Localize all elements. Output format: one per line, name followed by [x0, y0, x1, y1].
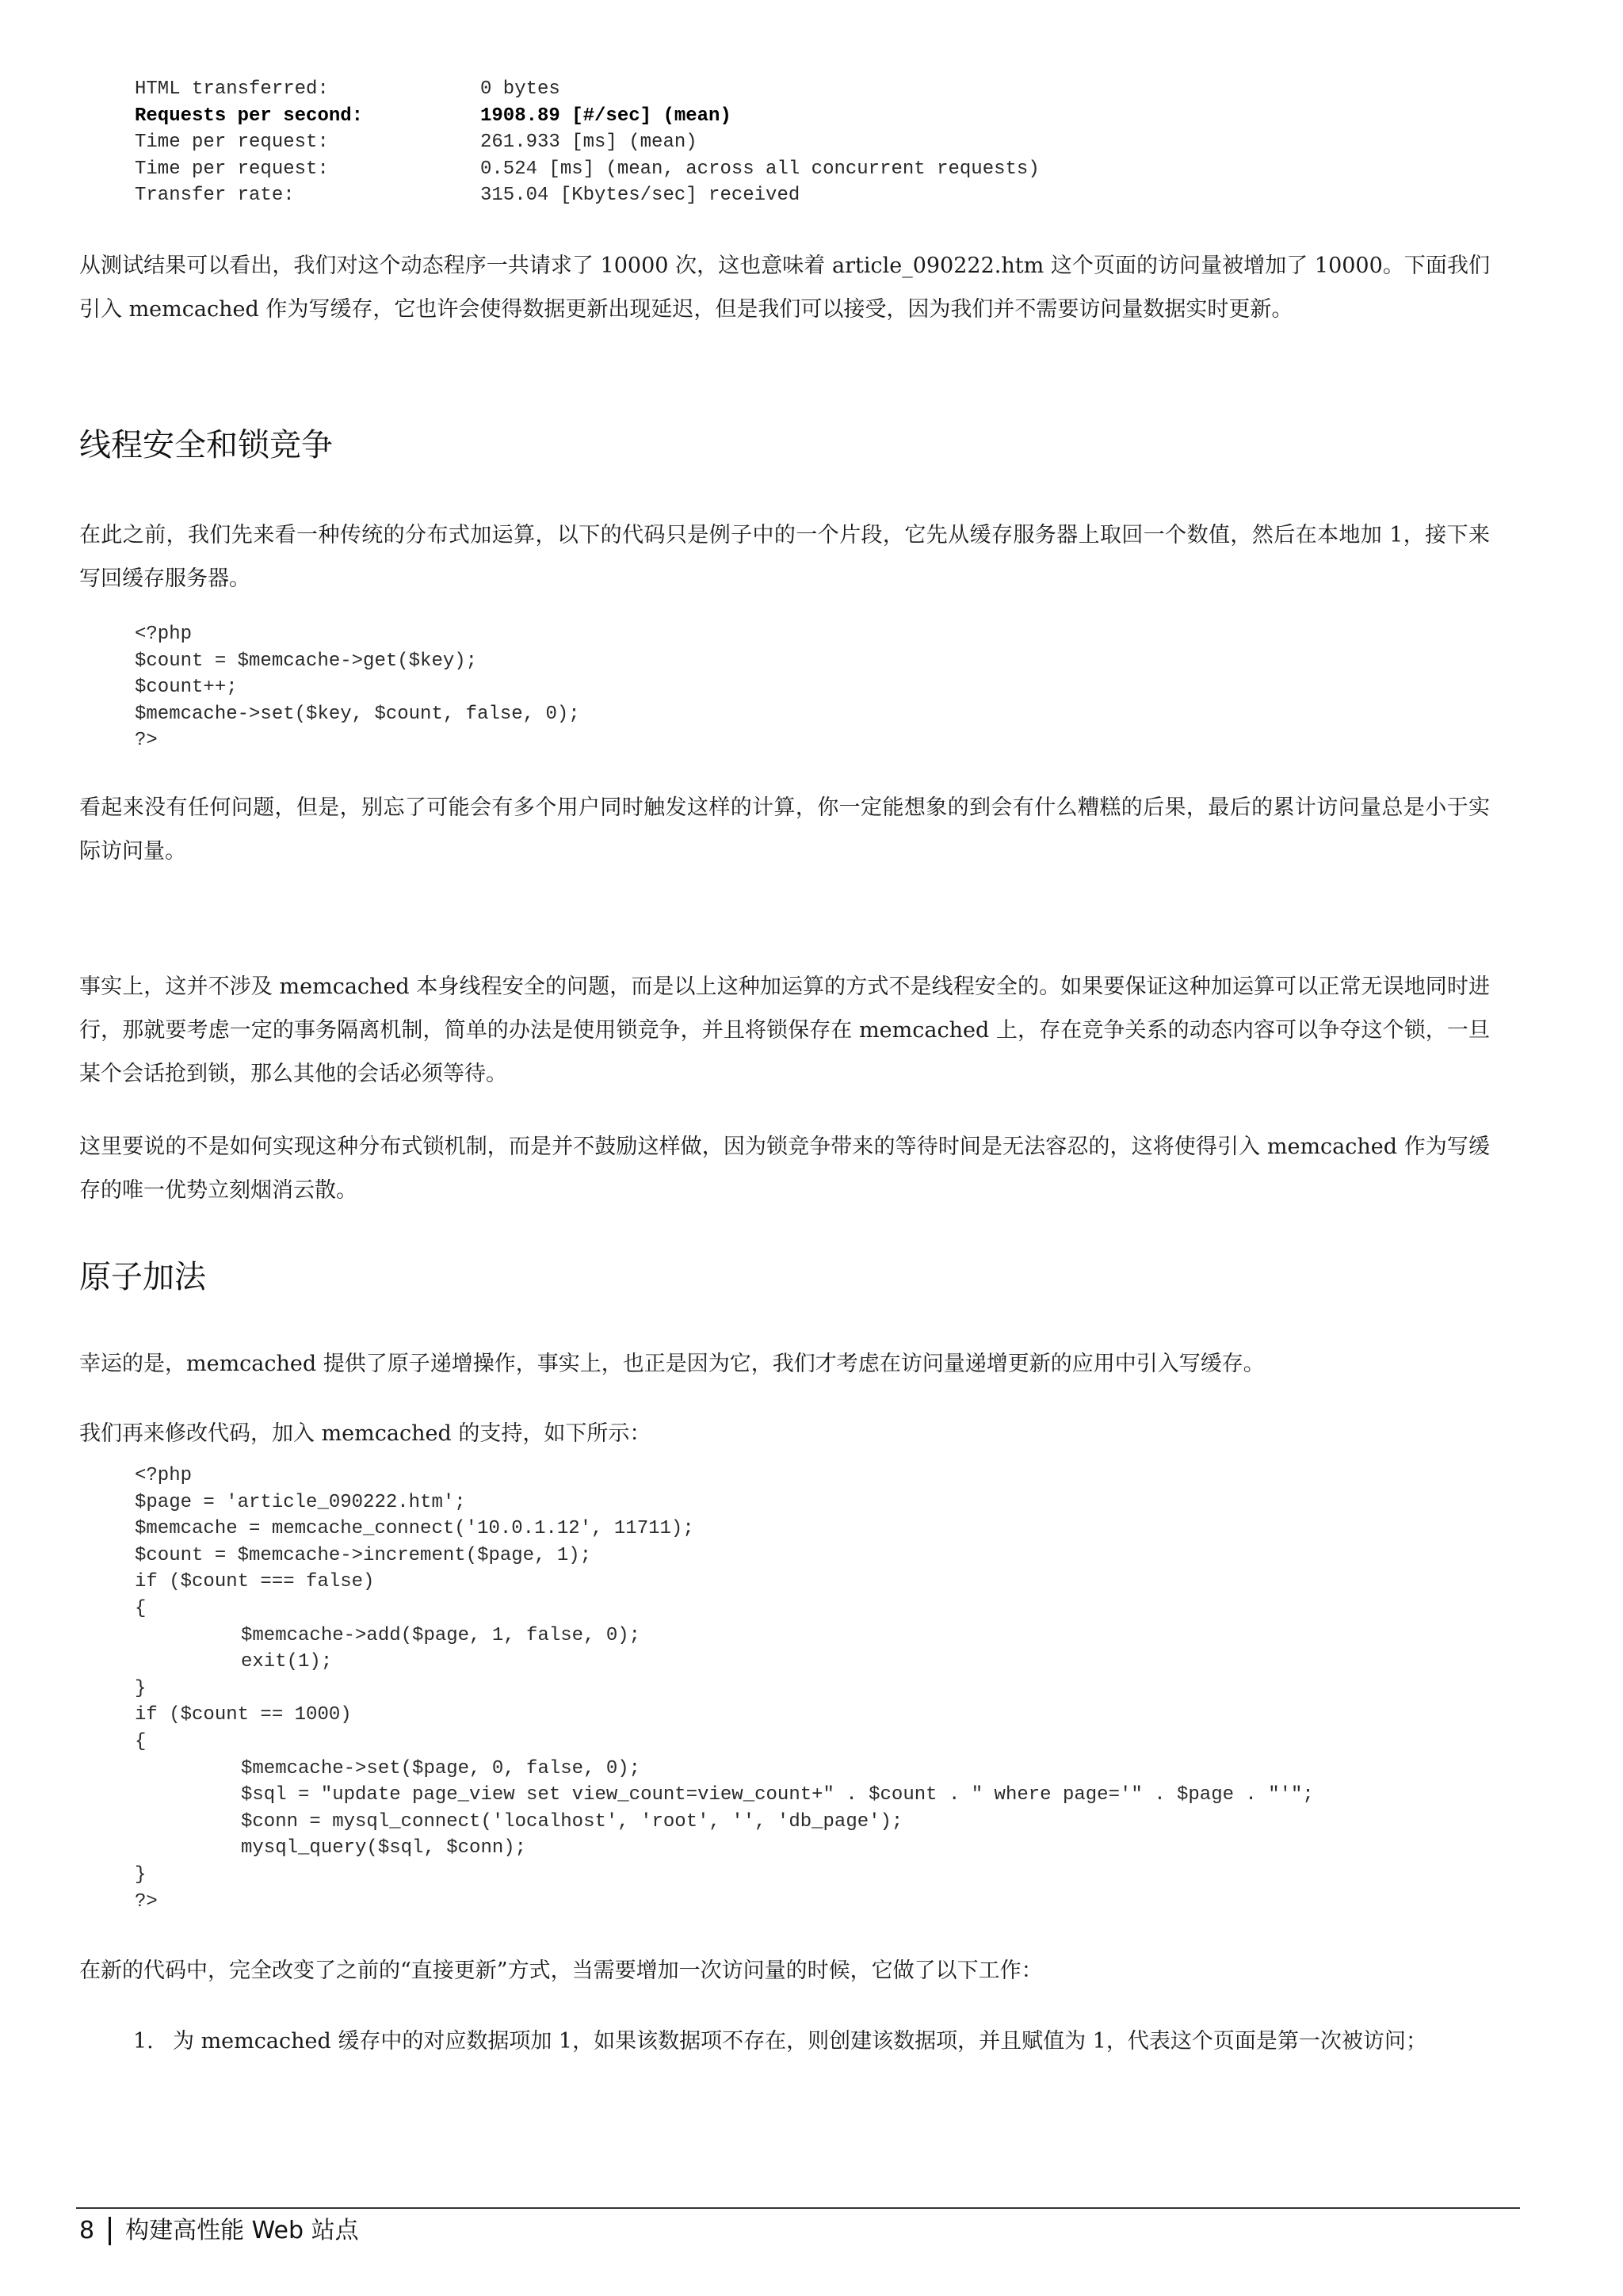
code-line: ?>	[135, 1890, 158, 1913]
code-line: $memcache->set($key, $count, false, 0);	[135, 703, 580, 725]
benchmark-line	[135, 156, 1040, 183]
code-line: $memcache->set($page, 0, false, 0);	[241, 1757, 641, 1779]
benchmark-value: 0 bytes	[480, 78, 560, 100]
code-line: <?php	[135, 1465, 193, 1486]
code-line: $page = 'article_090222.htm';	[135, 1491, 466, 1513]
benchmark-value: 1908.89 [#/sec] (mean)	[480, 105, 731, 127]
book-title: 构建高性能 Web 站点	[125, 2217, 359, 2245]
benchmark-label: Time per request:	[135, 132, 329, 154]
page-number: 8	[79, 2217, 95, 2245]
code-line: mysql_query($sql, $conn);	[241, 1837, 527, 1859]
paragraph-lock-contention: 事实上，这并不涉及 memcached 本身线程安全的问题，而是以上这种加运算的方式不是线程安全的。如果要保证这种加运算可以正常无误地同时进行，那就要考虑一定的事务隔离机制，简单的办法是使用锁竞争，并且将锁保存在 memcached 上，存在竞争关系的动态内容可以争夺这个锁，一旦某个会话抢到锁，那么其他的会话必须等待。	[79, 974, 1490, 1086]
benchmark-line	[135, 103, 1040, 130]
paragraph-lock-drawback: 这里要说的不是如何实现这种分布式锁机制，而是并不鼓励这样做，因为锁竞争带来的等待时间是无法容忍的，这将使得引入 memcached 作为写缓存的唯一优势立刻烟消云散。	[79, 1135, 1490, 1203]
code-line: $memcache = memcache_connect('10.0.1.12', 11711);	[135, 1518, 694, 1540]
code-line: {	[135, 1730, 147, 1753]
code-line: if ($count == 1000)	[135, 1704, 352, 1726]
benchmark-line	[135, 76, 1040, 103]
benchmark-label: Requests per second:	[135, 105, 364, 127]
code-line: $sql = "update page_view set view_count=view_count+" . $count . " where page='" . $page . "'";	[241, 1784, 1314, 1806]
paragraph-distributed-add: 在此之前，我们先来看一种传统的分布式加运算，以下的代码只是例子中的一个片段，它先从缓存服务器上取回一个数值，然后在本地加 1，接下来写回缓存服务器。	[79, 523, 1490, 591]
paragraph-atomic-increment: 幸运的是，memcached 提供了原子递增操作，事实上，也正是因为它，我们才考虑在访问量递增更新的应用中引入写缓存。	[79, 1352, 1265, 1376]
code-line: $count = $memcache->increment($page, 1);	[135, 1544, 592, 1566]
benchmark-line	[135, 182, 1040, 209]
paragraph-modify-code: 我们再来修改代码，加入 memcached 的支持，如下所示：	[79, 1421, 651, 1446]
paragraph-test-result: 从测试结果可以看出，我们对这个动态程序一共请求了 10000 次，这也意味着 article_090222.htm 这个页面的访问量被增加了 10000。下面我们引入 memcached 作为写缓存，它也许会使得数据更新出现延迟，但是我们可以接受，因为我们并不需要访问量数据实时更新。	[79, 254, 1490, 322]
code-line: $memcache->add($page, 1, false, 0);	[241, 1624, 641, 1646]
benchmark-value: 315.04 [Kbytes/sec] received	[480, 185, 800, 207]
paragraph-race-condition: 看起来没有任何问题，但是，别忘了可能会有多个用户同时触发这样的计算，你一定能想象的到会有什么糟糕的后果，最后的累计访问量总是小于实际访问量。	[79, 795, 1490, 864]
code-line: $count++;	[135, 677, 238, 699]
benchmark-line	[135, 129, 1040, 156]
benchmark-label: Time per request:	[135, 158, 329, 180]
code-line: ?>	[135, 730, 158, 752]
paragraph-new-code-intro: 在新的代码中，完全改变了之前的“直接更新”方式，当需要增加一次访问量的时候，它做了以下工作：	[79, 1958, 1043, 1983]
list-item	[133, 2020, 1490, 2062]
list-item-number: 1.	[133, 2029, 154, 2054]
benchmark-value: 0.524 [ms] (mean, across all concurrent requests)	[480, 158, 1040, 180]
benchmark-value: 261.933 [ms] (mean)	[480, 132, 697, 154]
code-block-php-get-set	[135, 621, 580, 754]
code-line: if ($count === false)	[135, 1571, 375, 1593]
list-item-text: 为 memcached 缓存中的对应数据项加 1，如果该数据项不存在，则创建该数据项，并且赋值为 1，代表这个页面是第一次被访问；	[173, 2029, 1427, 2054]
benchmark-label: HTML transferred:	[135, 78, 329, 100]
page-footer	[79, 2215, 359, 2247]
code-line: $conn = mysql_connect('localhost', 'root', '', 'db_page');	[241, 1810, 903, 1833]
code-line: $count = $memcache->get($key);	[135, 650, 478, 672]
section-heading-atomic-add: 原子加法	[79, 1259, 206, 1295]
code-line: }	[135, 1677, 147, 1699]
benchmark-output-block	[135, 76, 1040, 209]
benchmark-label: Transfer rate:	[135, 185, 295, 207]
code-line: }	[135, 1863, 147, 1886]
code-line: <?php	[135, 624, 193, 645]
section-heading-thread-safety: 线程安全和锁竞争	[79, 427, 333, 463]
code-line: exit(1);	[241, 1651, 333, 1673]
code-line: {	[135, 1597, 147, 1619]
footer-divider	[76, 2207, 1520, 2209]
code-block-php-increment	[135, 1463, 1314, 1915]
footer-separator	[109, 2217, 111, 2245]
